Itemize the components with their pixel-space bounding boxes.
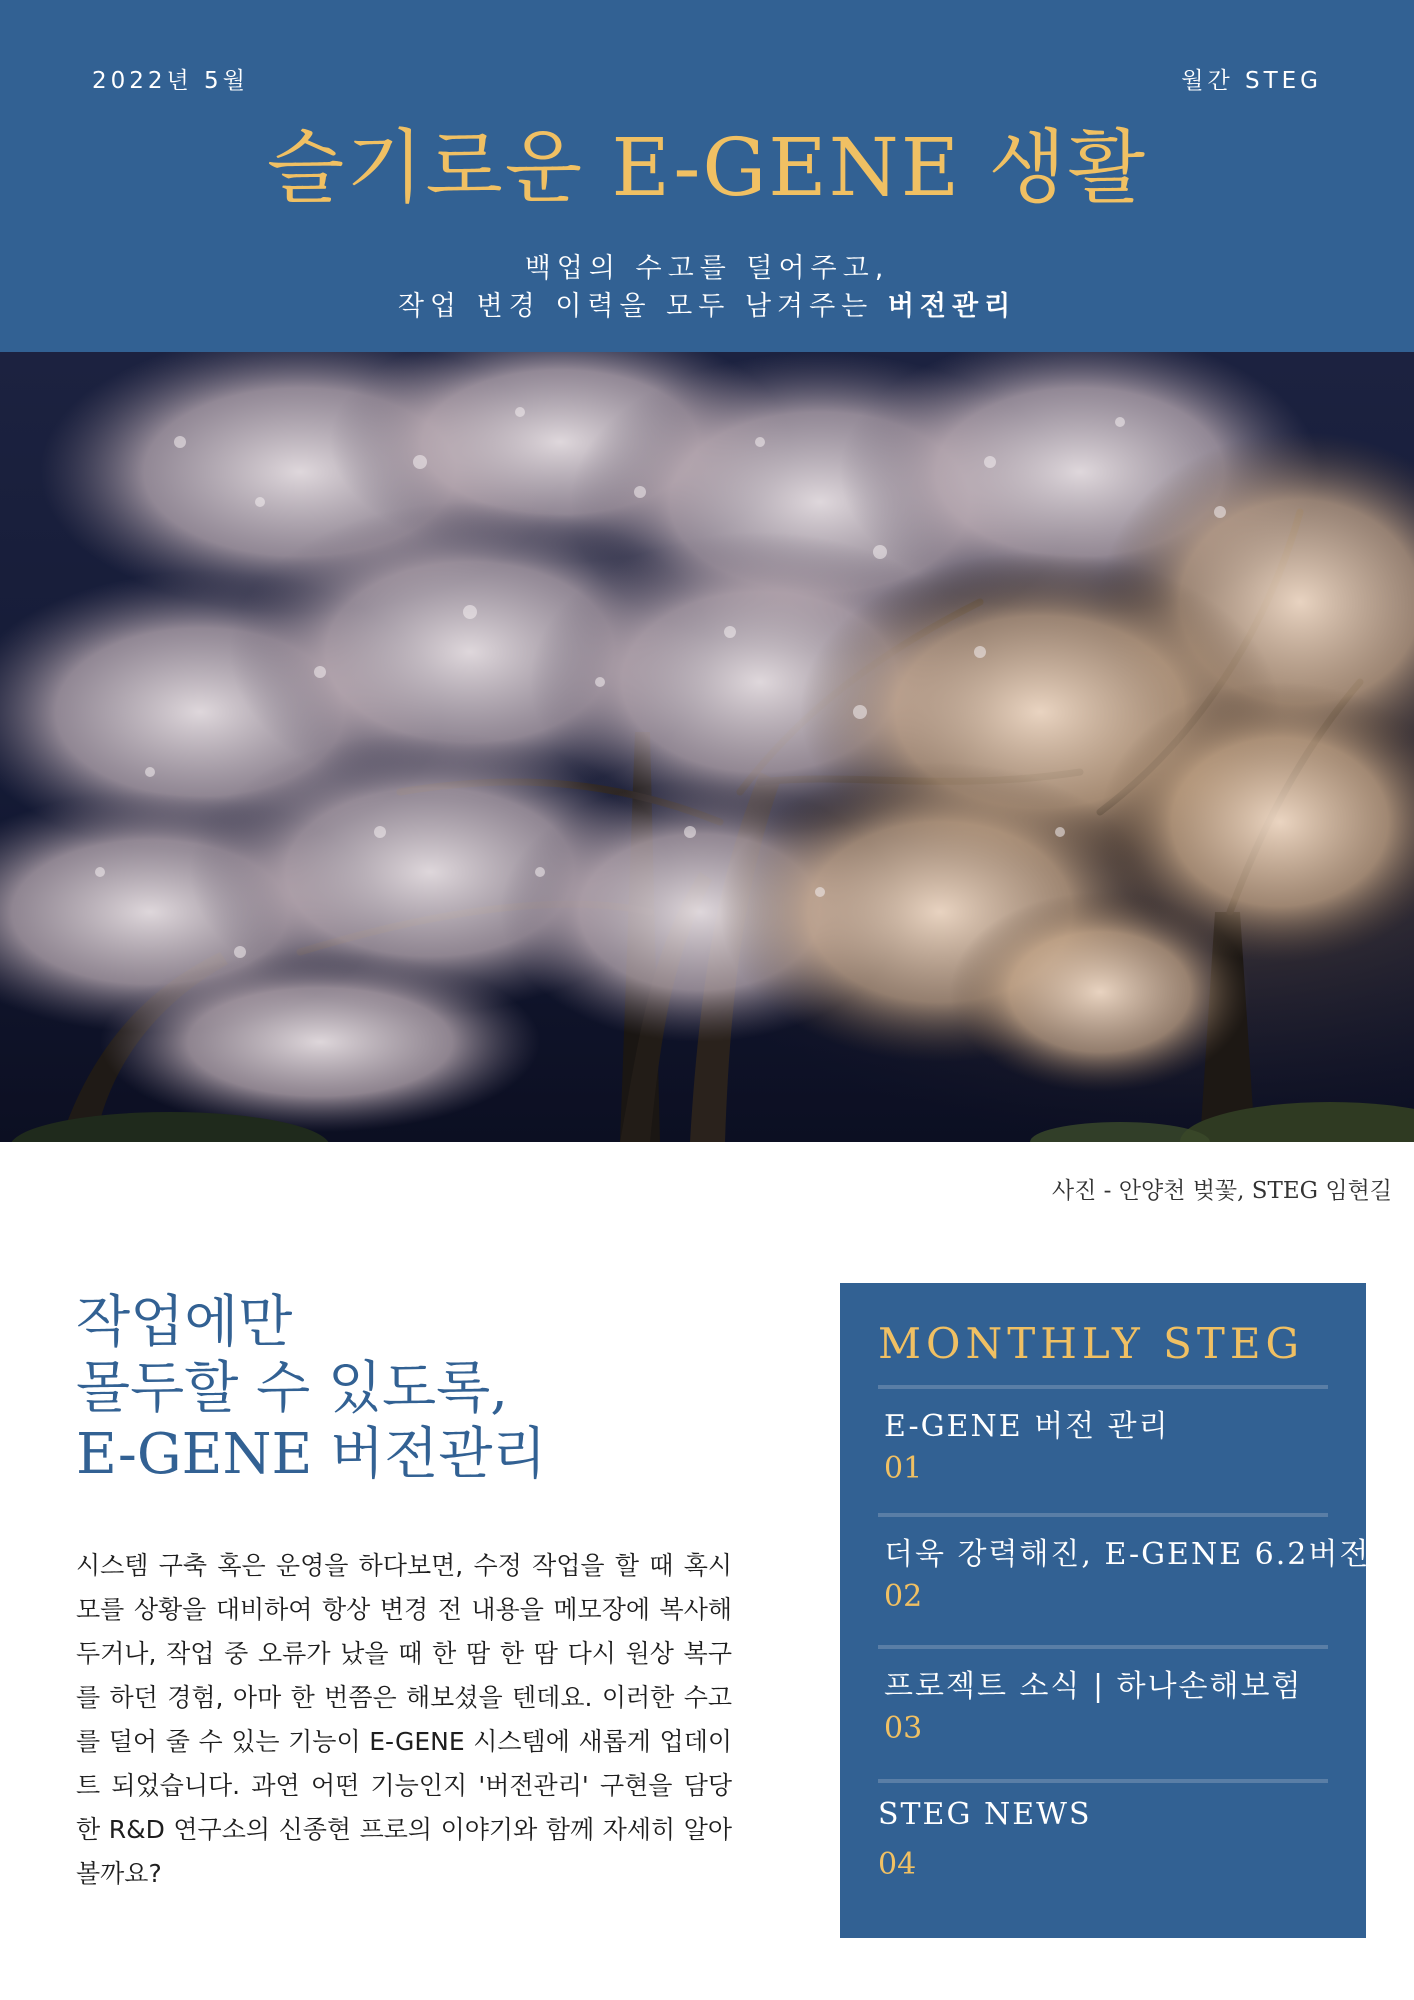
header-banner (0, 0, 1414, 352)
magazine-name: 월간 STEG (1181, 68, 1322, 94)
article-title-line-2: 몰두할 수 있도록, (76, 1356, 509, 1421)
article-title-line-3: E-GENE 버전관리 (76, 1422, 547, 1487)
toc-divider (878, 1385, 1328, 1389)
toc-item-3-label[interactable]: 프로젝트 소식 | 하나손해보험 (884, 1669, 1303, 1704)
issue-date: 2022년 5월 (92, 68, 249, 94)
newsletter-title: 슬기로운 E-GENE 생활 (266, 121, 1148, 214)
article-title-line-1: 작업에만 (76, 1290, 293, 1355)
toc-divider (878, 1779, 1328, 1783)
article-body: 시스템 구축 혹은 운영을 하다보면, 수정 작업을 할 때 혹시 모를 상황을 대비하여 항상 변경 전 내용을 메모장에 복사해 두거나, 작업 중 오류가 났을 때 한 땀 한 땀 다시 원상 복구를 하던 경험, 아마 한 번쯤은 해보셨을 텐데요. 이러한 수고를 덜어 줄 수 있는 기능이 E-GENE 시스템에 새롭게 업데이트 되었습니다. 과연 어떤 기능인지 '버전관리' 구현을 담당한 R&D 연구소의 신종현 프로의 이야기와 함께 자세히 알아볼까요? (76, 1551, 732, 1888)
toc-divider (878, 1513, 1328, 1517)
toc-divider (878, 1645, 1328, 1649)
toc-heading: MONTHLY STEG (878, 1319, 1305, 1368)
toc-item-4-label[interactable]: STEG NEWS (878, 1797, 1092, 1832)
newsletter-subtitle (0, 250, 1414, 326)
cherry-blossom-illustration (0, 352, 1414, 1142)
toc-item-3-number: 03 (884, 1711, 923, 1746)
toc-item-1-label[interactable]: E-GENE 버전 관리 (884, 1409, 1170, 1444)
photo-caption: 사진 - 안양천 벚꽃, STEG 임현길 (1051, 1178, 1392, 1204)
subtitle-line-1: 백업의 수고를 덜어주고, (524, 253, 890, 284)
toc-item-1-number: 01 (884, 1451, 923, 1486)
cherry-blossom-photo (0, 352, 1414, 1142)
toc-item-4-number: 04 (878, 1847, 917, 1882)
article-title (76, 1290, 696, 1488)
table-of-contents (840, 1283, 1371, 1938)
subtitle-highlight: 버전관리 (887, 291, 1017, 322)
toc-item-2-number: 02 (884, 1579, 923, 1614)
subtitle-line-2 (0, 288, 1414, 326)
toc-item-2-label[interactable]: 더욱 강력해진, E-GENE 6.2버전 (884, 1537, 1371, 1572)
subtitle-line-2-text: 작업 변경 이력을 모두 남겨주는 (397, 291, 888, 322)
